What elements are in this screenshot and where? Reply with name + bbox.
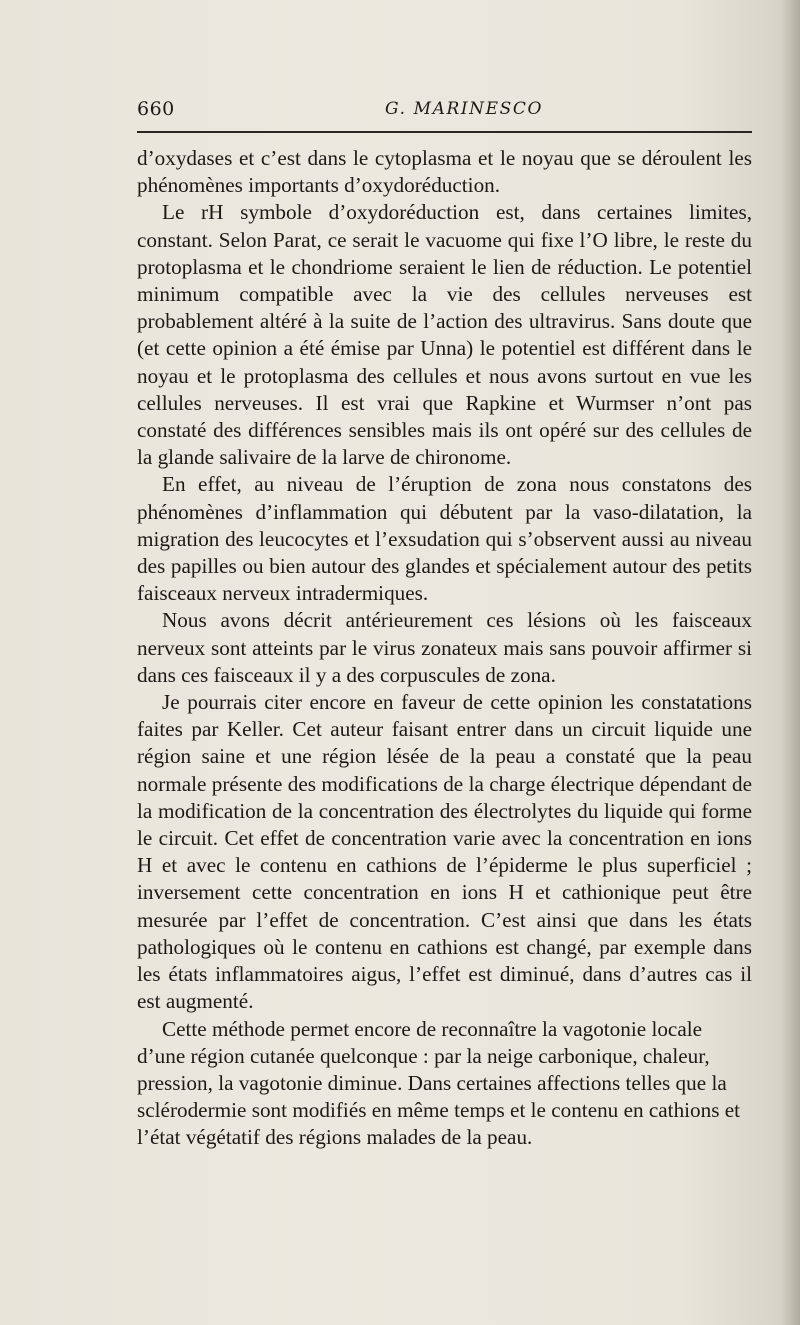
paragraph: Cette méthode permet encore de reconnaître la vagotonie locale d’une région cutanée quelconque : par la neige carbonique, chaleur, pression, la vagotonie diminue. Dans certaines affections telles que la sclérodermie sont modifiés en même temps et le contenu en cathions et l’état végétatif des régions malades de la peau.	[137, 1016, 741, 1150]
page-number: 660	[137, 98, 175, 120]
running-head: G. MARINESCO	[385, 99, 544, 119]
paragraph: d’oxydases et c’est dans le cytoplasma et le noyau que se déroulent les phénomènes importants d’oxydoréduction.	[137, 146, 752, 198]
paragraph: Nous avons décrit antérieurement ces lésions où les faisceaux nerveux sont atteints par le virus zonateux mais sans pouvoir affirmer si dans ces faisceaux il y a des corpuscules de zona.	[137, 608, 752, 687]
header-rule	[137, 131, 752, 133]
body-text	[137, 145, 752, 1152]
paragraph: Le rH symbole d’oxydoréduction est, dans certaines limites, constant. Selon Parat, ce serait le vacuome qui fixe l’O libre, le reste du protoplasma et le chondriome seraient le lien de réduction. Le potentiel minimum compatible avec la vie des cellules nerveuses est probablement altéré à la suite de l’action des ultravirus. Sans doute que (et cette opinion a été émise par Unna) le potentiel est différent dans le noyau et le protoplasma des cellules et nous avons surtout en vue les cellules nerveuses. Il est vrai que Rapkine et Wurmser n’ont pas constaté des différences sensibles mais ils ont opéré sur des cellules de la glande salivaire de la larve de chironome.	[137, 200, 752, 470]
page-edge-shadow	[782, 0, 800, 1325]
paragraph: Je pourrais citer encore en faveur de cette opinion les constatations faites par Keller. Cet auteur faisant entrer dans un circuit liquide une région saine et une région lésée de la peau a constaté que la peau normale présente des modifications de la charge électrique dépendant de la modification de la concentration des électrolytes du liquide qui forme le circuit. Cet effet de concentration varie avec la concentration en ions H et avec le contenu en cathions de l’épiderme le plus superficiel ; inversement cette concentration en ions H et cathionique peut être mesurée par l’effet de concentration. C’est ainsi que dans les états pathologiques où le contenu en cathions est changé, par exemple dans les états inflammatoires aigus, l’effet est diminué, dans d’autres cas il est augmenté.	[137, 690, 752, 1014]
page-header	[137, 98, 752, 122]
paragraph: En effet, au niveau de l’éruption de zona nous constatons des phénomènes d’inflammation qui débutent par la vaso-dilatation, la migration des leucocytes et l’exsudation qui s’observent aussi au niveau des papilles ou bien autour des glandes et spécialement autour des petits faisceaux nerveux intradermiques.	[137, 472, 752, 606]
